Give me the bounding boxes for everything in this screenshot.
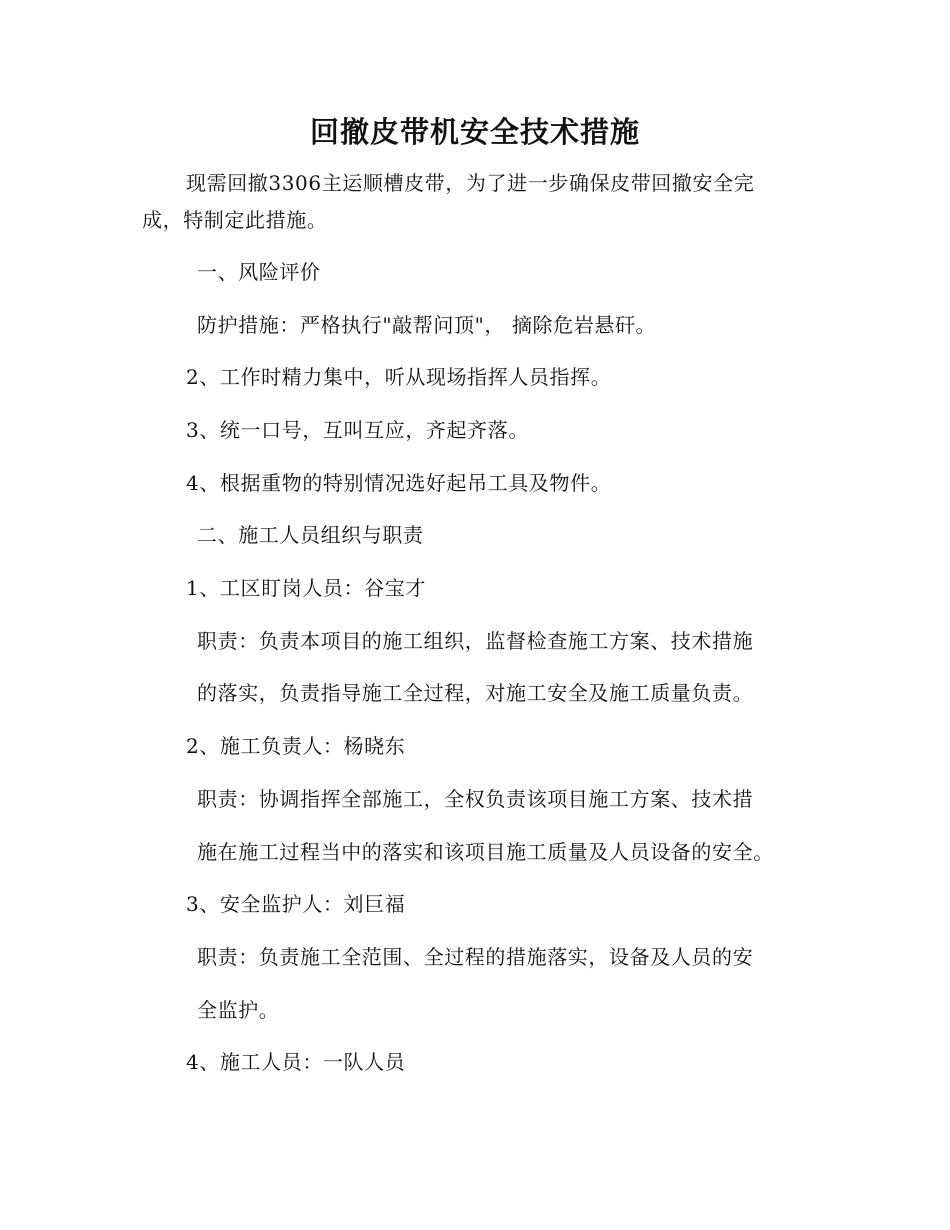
- risk-item-4: 4、根据重物的特别情况选好起吊工具及物件。: [186, 471, 612, 495]
- role-2-duty-line-1: 职责：协调指挥全部施工，全权负责该项目施工方案、技术措: [197, 787, 754, 811]
- role-3-duty-line-1: 职责：负责施工全范围、全过程的措施落实，设备及人员的安: [197, 945, 754, 969]
- role-2-duty-line-2: 施在施工过程当中的落实和该项目施工质量及人员设备的安全。: [197, 840, 774, 864]
- role-3-title: 3、安全监护人：刘巨福: [186, 892, 406, 916]
- risk-item-3: 3、统一口号，互叫互应，齐起齐落。: [186, 418, 529, 442]
- risk-item-2: 2、工作时精力集中，听从现场指挥人员指挥。: [186, 365, 612, 389]
- section-heading-risk: 一、风险评价: [197, 260, 321, 284]
- document-title: 回撤皮带机安全技术措施: [309, 115, 640, 149]
- risk-item-1: 防护措施：严格执行"敲帮问顶"， 摘除危岩悬矸。: [197, 313, 657, 337]
- role-3-duty-line-2: 全监护。: [197, 998, 280, 1022]
- role-2-title: 2、施工负责人：杨晓东: [186, 734, 406, 758]
- intro-line-2: 成，特制定此措施。: [142, 208, 328, 232]
- role-1-duty-line-2: 的落实，负责指导施工全过程，对施工安全及施工质量负责。: [197, 681, 754, 705]
- role-4-title: 4、施工人员：一队人员: [186, 1050, 406, 1074]
- intro-line-1: 现需回撤3306主运顺槽皮带，为了进一步确保皮带回撤安全完: [186, 171, 755, 195]
- role-1-title: 1、工区盯岗人员：谷宝才: [186, 576, 426, 600]
- section-heading-organization: 二、施工人员组织与职责: [197, 523, 424, 547]
- role-1-duty-line-1: 职责：负责本项目的施工组织，监督检查施工方案、技术措施: [197, 629, 754, 653]
